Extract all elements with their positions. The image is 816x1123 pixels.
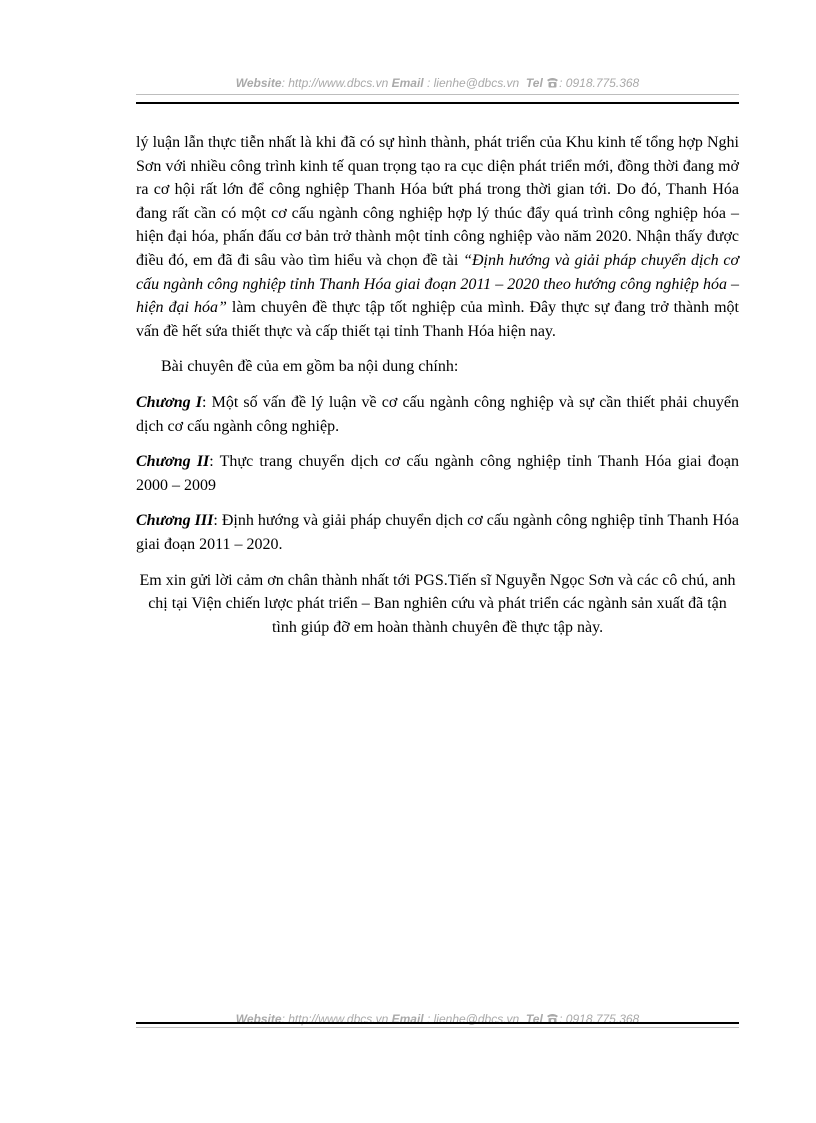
tel-value: : 0918.775.368 bbox=[559, 76, 640, 90]
chapter-text: : Định hướng và giải pháp chuyển dịch cơ cấu ngành công nghiệp tỉnh Thanh Hóa giai đoạn 2011 – 2020. bbox=[136, 512, 739, 553]
thesis-title: “Định hướng và giải pháp chuyển dịch cơ cấu ngành công nghiệp tỉnh Thanh Hóa giai đoạn 2011 – 2020 theo hướng công nghiệp hóa – hiện đại hóa” bbox=[136, 251, 739, 317]
tel-label: Tel bbox=[525, 1012, 543, 1026]
website-label: Website bbox=[235, 1012, 282, 1026]
intro-text: lý luận lẫn thực tiễn nhất là khi đã có sự hình thành, phát triển của Khu kinh tế tổng hợp Nghi Sơn với nhiều công trình kinh tế quan trọng tạo ra cục diện phát triển mới, đồng thời đang mở ra cơ hội rất lớn để công nghiệp Thanh Hóa bứt phá trong thời gian tới. Do đó, Thanh Hóa đang rất cần có một cơ cấu ngành công nghiệp hợp lý thúc đẩy quá trình công nghiệp hóa – hiện đại hóa, phấn đấu cơ bản trở thành một tỉnh công nghiệp vào năm 2020. Nhận thấy được điều đó, em đã đi sâu vào tìm hiểu và chọn đề tài bbox=[136, 134, 739, 269]
email-label: Email bbox=[391, 1012, 424, 1026]
page-header bbox=[136, 76, 739, 90]
intro-paragraph bbox=[136, 131, 739, 343]
header-rule-thick bbox=[136, 102, 739, 104]
tel-label: Tel bbox=[525, 76, 543, 90]
header-rule-thin bbox=[136, 94, 739, 95]
email-value: : lienhe@dbcs.vn bbox=[423, 76, 520, 90]
intro-text-end: làm chuyên đề thực tập tốt nghiệp của mình. Đây thực sự đang trở thành một vấn đề hết sứa thiết thực và cấp thiết tại tỉnh Thanh Hóa hiện nay. bbox=[136, 299, 740, 340]
document-body bbox=[136, 131, 739, 639]
chapter-text: : Một số vấn đề lý luận về cơ cấu ngành công nghiệp và sự cần thiết phải chuyển dịch cơ cấu ngành công nghiệp. bbox=[136, 393, 740, 435]
chapter-label: Chương I bbox=[136, 393, 203, 411]
tel-value: : 0918.775.368 bbox=[559, 1012, 640, 1026]
chapter-label: Chương II bbox=[136, 453, 210, 471]
website-label: Website bbox=[235, 76, 282, 90]
chapter-label: Chương III bbox=[136, 512, 214, 530]
chapter-1 bbox=[136, 391, 739, 438]
chapter-3 bbox=[136, 509, 739, 556]
footer-rule-thin bbox=[136, 1027, 739, 1028]
phone-icon bbox=[546, 77, 559, 88]
email-value: : lienhe@dbcs.vn bbox=[423, 1012, 520, 1026]
website-url: : http://www.dbcs.vn bbox=[281, 76, 389, 90]
website-url: : http://www.dbcs.vn bbox=[281, 1012, 389, 1026]
chapter-2 bbox=[136, 450, 739, 497]
thanks-paragraph: Em xin gửi lời cảm ơn chân thành nhất tới PGS.Tiến sĩ Nguyễn Ngọc Sơn và các cô chú, anh chị tại Viện chiến lược phát triển – Ban nghiên cứu và phát triển các ngành sản xuất đã tận tình giúp đỡ em hoàn thành chuyên đề thực tập này. bbox=[139, 571, 736, 636]
outline-intro: Bài chuyên đề của em gồm ba nội dung chính: bbox=[161, 358, 459, 376]
chapter-text: : Thực trang chuyển dịch cơ cấu ngành công nghiệp tỉnh Thanh Hóa giai đoạn 2000 – 2009 bbox=[136, 453, 740, 494]
footer-rule-thick bbox=[136, 1022, 739, 1024]
email-label: Email bbox=[391, 76, 424, 90]
